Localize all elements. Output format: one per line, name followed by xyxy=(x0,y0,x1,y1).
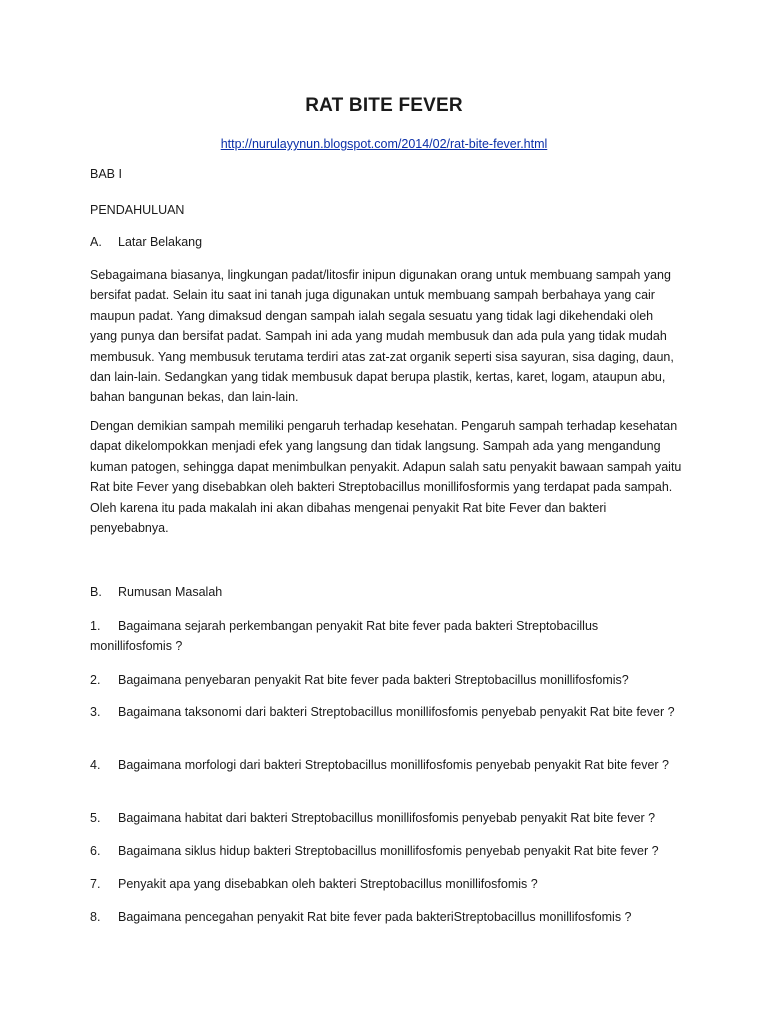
paragraph-background-1: Sebagaimana biasanya, lingkungan padat/litosfir inipun digunakan orang untuk membuang sampah yang bersifat padat. Selain itu saat ini tanah juga digunakan untuk membuang sampah berbahaya yang cair maupun padat. Yang dimaksud dengan sampah ialah segala sesuatu yang tidak lagi dikehendaki oleh yang punya dan bersifat padat. Sampah ini ada yang mudah membusuk dan ada pula yang tidak mudah membusuk. Yang membusuk terutama terdiri atas zat-zat organik seperti sisa sayuran, sisa daging, daun, dan lain-lain. Sedangkan yang tidak membusuk dapat berupa plastik, kertas, karet, logam, ataupun abu, bahan bangunan bekas, dan lain-lain. xyxy=(90,268,674,405)
question-item xyxy=(90,702,682,722)
question-text: Bagaimana morfologi dari bakteri Streptobacillus monillifosfomis penyebab penyakit Rat bite fever ? xyxy=(118,758,669,772)
question-item xyxy=(90,874,682,894)
question-number: 4. xyxy=(90,758,101,772)
chapter-label: BAB I xyxy=(90,167,122,181)
section-a-heading xyxy=(90,235,202,249)
question-number: 2. xyxy=(90,673,101,687)
question-text: Bagaimana habitat dari bakteri Streptobacillus monillifosfomis penyebab penyakit Rat bite fever ? xyxy=(118,811,656,825)
question-text: Bagaimana pencegahan penyakit Rat bite fever pada bakteriStreptobacillus monillifosfomis ? xyxy=(118,910,632,924)
section-a-title: Latar Belakang xyxy=(118,235,203,249)
question-item xyxy=(90,808,682,828)
question-number: 5. xyxy=(90,811,101,825)
question-item xyxy=(90,670,682,690)
source-link[interactable]: http://nurulayynun.blogspot.com/2014/02/rat-bite-fever.html xyxy=(220,137,548,151)
question-number: 3. xyxy=(90,705,101,719)
section-b-heading xyxy=(90,585,222,599)
document-title: RAT BITE FEVER xyxy=(305,95,463,116)
question-text: Bagaimana siklus hidup bakteri Streptobacillus monillifosfomis penyebab penyakit Rat bite fever ? xyxy=(118,844,659,858)
section-b-marker: B. xyxy=(90,585,102,599)
paragraph-background-2: Dengan demikian sampah memiliki pengaruh terhadap kesehatan. Pengaruh sampah terhadap kesehatan dapat dikelompokkan menjadi efek yang langsung dan tidak langsung. Sampah ada yang mengandung kuman patogen, sehingga dapat menimbulkan penyakit. Adapun salah satu penyakit bawaan sampah yaitu Rat bite Fever yang disebabkan oleh bakteri Streptobacillus monillifosformis yang terdapat pada sampah. Oleh karena itu pada makalah ini akan dibahas mengenai penyakit Rat bite Fever dan bakteri penyebabnya. xyxy=(90,419,682,536)
question-text: Bagaimana penyebaran penyakit Rat bite fever pada bakteri Streptobacillus monillifosfomis? xyxy=(118,673,629,687)
question-item xyxy=(90,755,682,775)
question-text: Penyakit apa yang disebabkan oleh bakteri Streptobacillus monillifosfomis ? xyxy=(118,877,538,891)
question-item xyxy=(90,841,682,861)
section-a-marker: A. xyxy=(90,235,102,249)
question-number: 8. xyxy=(90,910,101,924)
question-number: 7. xyxy=(90,877,101,891)
question-number: 1. xyxy=(90,619,101,633)
chapter-title: PENDAHULUAN xyxy=(90,203,185,217)
question-text: Bagaimana sejarah perkembangan penyakit Rat bite fever pada bakteri Streptobacillus monillifosfomis ? xyxy=(90,619,599,654)
question-item xyxy=(90,907,682,927)
question-item xyxy=(90,616,682,657)
question-text: Bagaimana taksonomi dari bakteri Streptobacillus monillifosfomis penyebab penyakit Rat bite fever ? xyxy=(118,705,675,719)
question-number: 6. xyxy=(90,844,101,858)
section-b-title: Rumusan Masalah xyxy=(118,585,223,599)
